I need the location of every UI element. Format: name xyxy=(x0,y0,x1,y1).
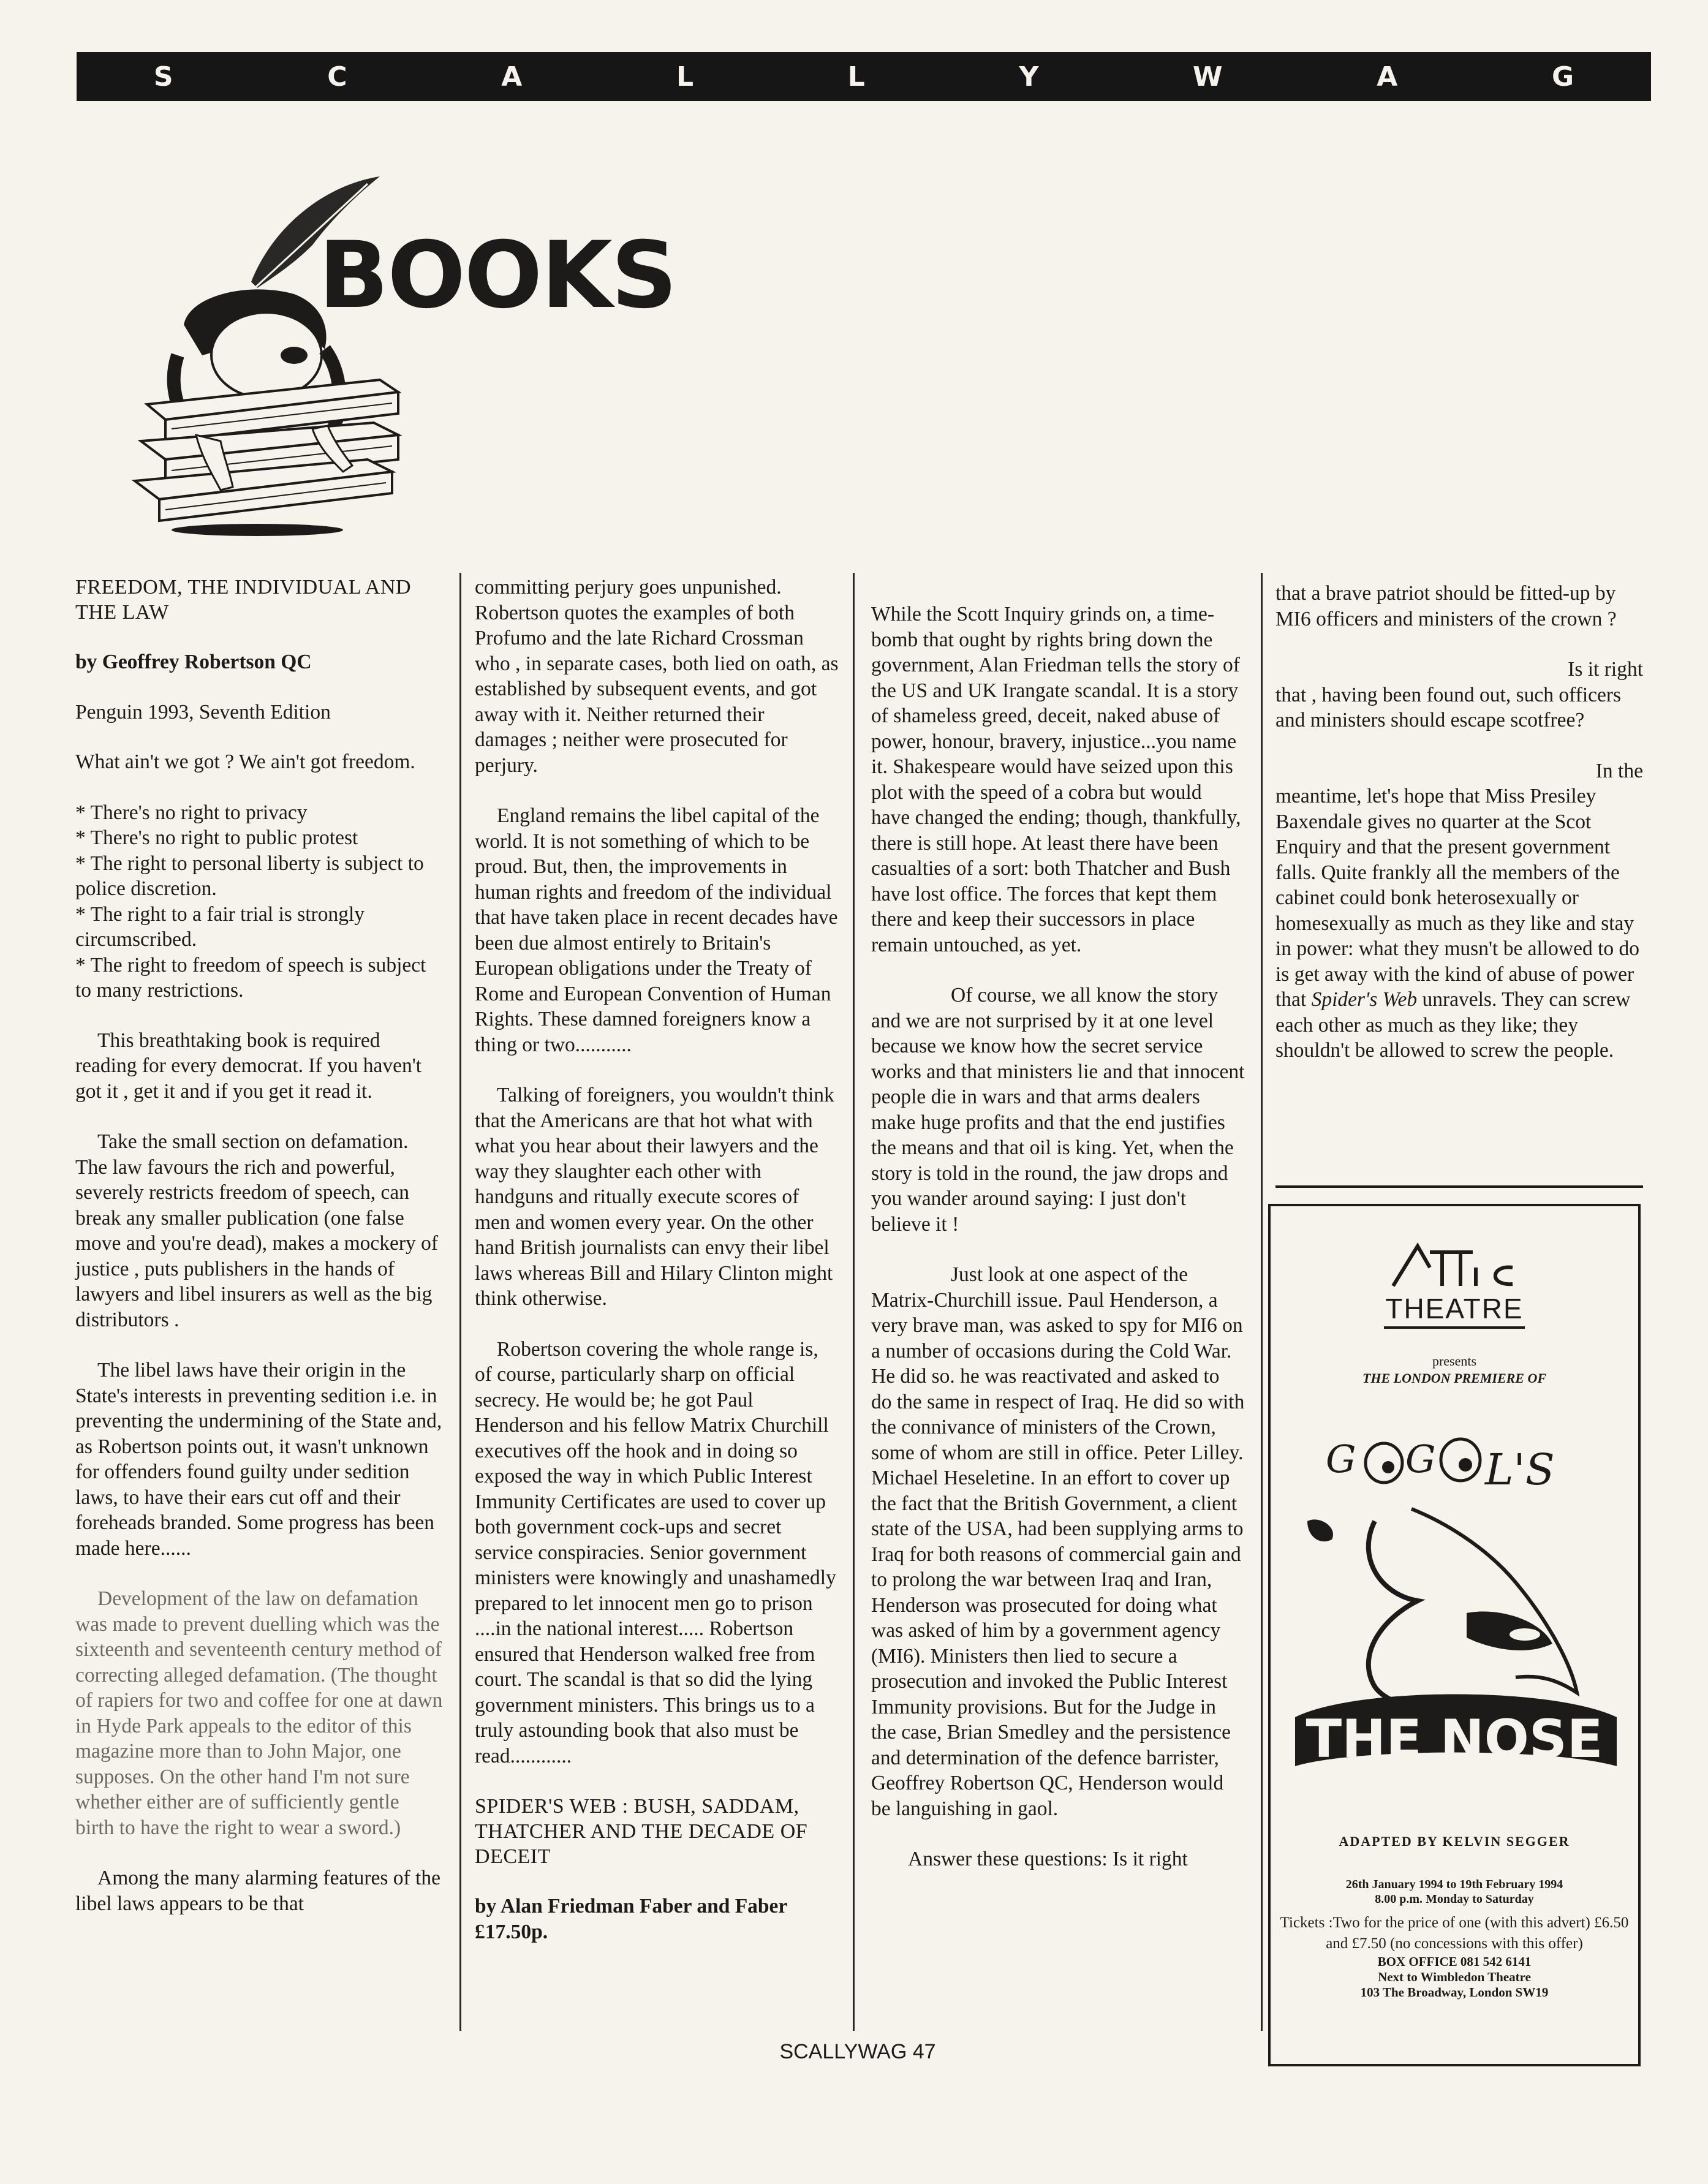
page-footer: SCALLYWAG 47 xyxy=(779,2040,936,2063)
masthead-letter: G xyxy=(1551,61,1574,93)
masthead-letter: C xyxy=(327,61,347,93)
masthead-letter: Y xyxy=(1019,61,1039,93)
paragraph-text: meantime, let's hope that Miss Presiley Baxendale gives no quarter at the Scot Enquiry and that the present government falls. Quite frankly all the members of the cabinet could bonk heterosexually or homesexually as much as they like and stay in power: what they musn't be allowed to do is get away with the kind of abuse of power that xyxy=(1275,785,1640,1011)
article-paragraph: Among the many alarming features of the libel laws appears to be that xyxy=(75,1867,441,1915)
article-paragraph: What ain't we got ? We ain't got freedom. xyxy=(75,750,415,773)
list-item: * The right to freedom of speech is subject to many restrictions. xyxy=(75,953,426,1002)
masthead-letter: W xyxy=(1193,61,1223,93)
show-times: 8.00 p.m. Monday to Saturday xyxy=(1375,1892,1534,1906)
column-divider xyxy=(1261,573,1263,2031)
ticket-info: Tickets :Two for the price of one (with this advert) £6.50 and £7.50 (no concessions with this offer) xyxy=(1280,1914,1629,1952)
article-column-4 xyxy=(1275,581,1643,1089)
column-divider xyxy=(459,573,461,2031)
article-paragraph: This breathtaking book is required reading for every democrat. If you haven't got it , get it and if you get it read it. xyxy=(75,1029,422,1103)
show-dates xyxy=(1271,1877,1638,1906)
the-nose-artwork-icon xyxy=(1283,1399,1626,1815)
article-paragraph: Is it right xyxy=(1568,658,1643,681)
svg-text:L'S: L'S xyxy=(1485,1445,1555,1495)
svg-text:G: G xyxy=(1326,1437,1356,1481)
article-paragraph: Of course, we all know the story and we are not surprised by it at one level because we know how the secret service works and that ministers lie and that innocent people die in wars and that arms dealers make huge profits and that the end justifies the means and that oil is king. Yet, when the story is told in the round, the jaw drops and you wander around saying: I just don't believe it ! xyxy=(871,984,1245,1236)
section-title: BOOKS xyxy=(319,222,676,329)
masthead-banner xyxy=(77,52,1651,101)
list-item: * There's no right to public protest xyxy=(75,826,358,849)
article-column-1 xyxy=(75,575,443,1941)
article-byline: by Geoffrey Robertson QC xyxy=(75,651,312,673)
attic-logo-icon xyxy=(1381,1240,1528,1289)
article-paragraph: Development of the law on defamation was made to prevent duelling which was the sixteenth and seventeenth century method of correcting alleged defamation. (The thought of rapiers for two and coffee for one at dawn in Hyde Park appeals to the editor of this magazine more than to John Major, one supposes. On the other hand I'm not sure whether either are of sufficiently gentle birth to have the right to wear a sword.) xyxy=(75,1587,443,1839)
article-paragraph: that a brave patriot should be fitted-up by MI6 officers and ministers of the crown ? xyxy=(1275,582,1617,630)
date-range: 26th January 1994 to 19th February 1994 xyxy=(1345,1878,1563,1891)
box-office: BOX OFFICE 081 542 6141 xyxy=(1377,1954,1532,1969)
article-paragraph: While the Scott Inquiry grinds on, a time-bomb that ought by rights bring down the government, Alan Friedman tells the story of the US and UK Irangate scandal. It is a story of shameless greed, deceit, naked abuse of power, honour, bravery, injustice...you name it. Shakespeare would have seized upon this plot with the speed of a cobra but would have changed the ending; though, thankfully, there is still hope. At least there have been casualties of a sort: both Thatcher and Bush have lost office. The forces that kept them there and keep their successors in place remain untouched, as yet. xyxy=(871,603,1241,956)
masthead-letter: L xyxy=(676,61,694,93)
article-paragraph: Take the small section on defamation. The law favours the rich and powerful, severely restricts freedom of speech, can break any smaller publication (one false move and you're dead), makes a mockery of justice , puts publishers in the hands of lawyers and libel insurers as well as the big distributors . xyxy=(75,1130,439,1331)
paragraph-text: unravels. They can screw each other as much as they like; they shouldn't be allowed to screw the people. xyxy=(1275,988,1631,1062)
publication-info: Penguin 1993, Seventh Edition xyxy=(75,700,331,724)
article-paragraph: committing perjury goes unpunished. Robertson quotes the examples of both Profumo and the late Richard Crossman who , in separate cases, both lied on oath, as established by subsequent events, and got away with it. Neither returned their damages ; neither were prosecuted for perjury. xyxy=(475,576,839,777)
list-item: * The right to a fair trial is strongly circumscribed. xyxy=(75,902,365,951)
list-item: * The right to personal liberty is subject to police discretion. xyxy=(75,852,424,900)
article-byline: by Alan Friedman Faber and Faber £17.50p. xyxy=(475,1895,787,1943)
theatre-advert xyxy=(1268,1204,1641,2066)
venue-note: Next to Wimbledon Theatre xyxy=(1378,1970,1531,1984)
presents-label: presents xyxy=(1432,1353,1477,1369)
article-column-2 xyxy=(475,575,839,1969)
attic-logo xyxy=(1271,1240,1638,1292)
article-paragraph: England remains the libel capital of the world. It is not something of which to be proud. But, then, the improvements in human rights and freedom of the individual that have taken place in recent decades have been due almost entirely to Britain's European obligations under the Treaty of Rome and European Convention of Human Rights. These damned foreigners know a thing or two........... xyxy=(475,804,838,1056)
premiere-label: THE LONDON PREMIERE OF xyxy=(1362,1370,1547,1386)
article-paragraph: Talking of foreigners, you wouldn't think that the Americans are that hot what with what you hear about their lawyers and the way they slaughter each other with handguns and ritually execute scores of men and women every year. On the other hand British journalists can envy their libel laws whereas Bill and Hilary Clinton might think otherwise. xyxy=(475,1084,834,1310)
list-item: * There's no right to privacy xyxy=(75,801,308,824)
masthead-letter: A xyxy=(1377,61,1398,93)
theatre-name: THEATRE xyxy=(1385,1293,1524,1324)
show-title: THE NOSE xyxy=(1306,1709,1603,1770)
masthead-letter: A xyxy=(501,61,523,93)
masthead-letter: S xyxy=(153,61,173,93)
ad-top-rule xyxy=(1275,1185,1643,1188)
article-paragraph: Answer these questions: Is it right xyxy=(908,1848,1188,1870)
svg-text:G: G xyxy=(1405,1437,1436,1481)
article-paragraph: The libel laws have their origin in the State's interests in preventing sedition i.e. in preventing the undermining of the State and, as Robertson points out, it wasn't unknown for offenders found guilty under sedition laws, to have their ears cut off and their foreheads branded. Some progress has been made here...... xyxy=(75,1359,442,1560)
article-paragraph: that , having been found out, such officers and ministers should escape scotfree? xyxy=(1275,683,1622,731)
venue-address: 103 The Broadway, London SW19 xyxy=(1360,1985,1549,2000)
theatre-underline xyxy=(1384,1326,1525,1329)
article-paragraph: Just look at one aspect of the Matrix-Churchill issue. Paul Henderson, a very brave man, was asked to spy for MI6 on a number of occasions during the Cold War. He did so. he was reactivated and asked to do the same in respect of Iraq. He did so with the connivance of ministers of the Crown, some of whom are still in office. Peter Lilley. Michael Heseletine. In an effort to cover up the fact that the British Government, a client state of the USA, had been supplying arms to Iraq for both reasons of commercial gain and to prolong the war between Iraq and Iran, Henderson was prosecuted for doing what was asked of him by a government agency (MI6). Ministers then lied to secure a prosecution and invoked the Public Interest Immunity provisions. But for the Judge in the case, Brian Smedley and the persistence and determination of the defence barrister, Geoffrey Robertson QC, Henderson would be languishing in gaol. xyxy=(871,1263,1245,1820)
adapted-by: ADAPTED BY KELVIN SEGGER xyxy=(1339,1834,1570,1849)
article-paragraph: Robertson covering the whole range is, of course, particularly sharp on official secrecy. He would be; he got Paul Henderson and his fellow Matrix Churchill executives off the hook and in doing so exposed the way in which Public Interest Immunity Certificates are used to cover up both government cock-ups and secret service conspiracies. Senior government ministers were knowingly and unashamedly prepared to let innocent men go to prison ....in the national interest..... Robertson ensured that Henderson walked free from court. The scandal is that so did the lying government ministers. This brings us to a truly astounding book that also must be read............ xyxy=(475,1337,836,1767)
article-column-3 xyxy=(871,602,1245,1897)
rights-list xyxy=(75,800,443,1003)
masthead-letter: L xyxy=(847,61,865,93)
book-title-italic: Spider's Web xyxy=(1311,988,1418,1011)
article-title: SPIDER'S WEB : BUSH, SADDAM, THATCHER AND THE DECADE OF DECEIT xyxy=(475,1795,808,1868)
column-divider xyxy=(853,573,855,2031)
article-paragraph xyxy=(1275,784,1643,1064)
article-paragraph: In the xyxy=(1595,759,1643,782)
article-title: FREEDOM, THE INDIVIDUAL AND THE LAW xyxy=(75,576,412,624)
